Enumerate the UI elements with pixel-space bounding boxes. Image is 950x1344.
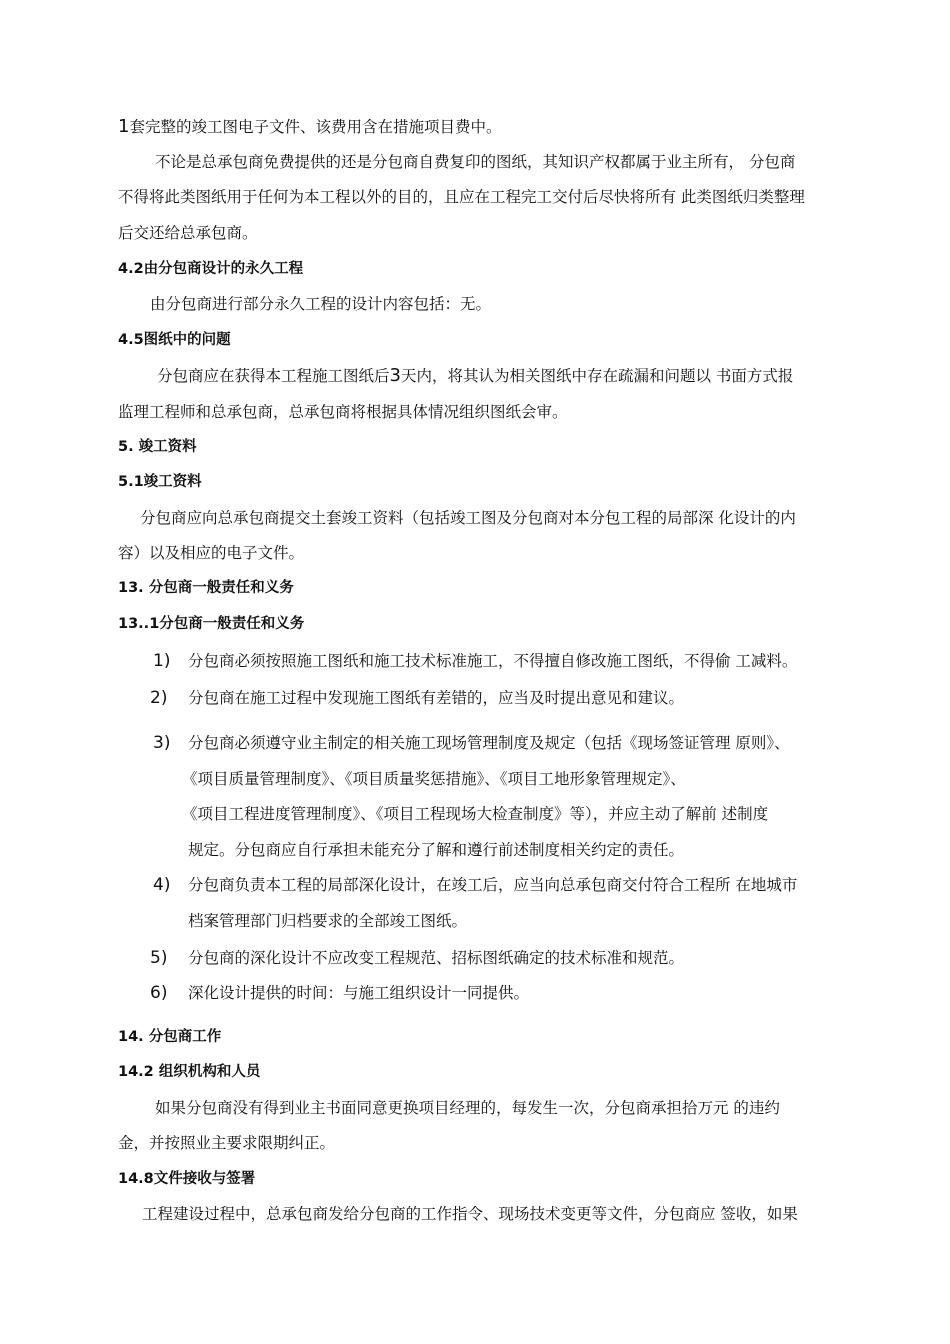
section-heading: 14.2 组织机构和人员 <box>118 1064 261 1080</box>
body-text-line: 金，并按照业主要求限期纠正。 <box>118 1134 336 1152</box>
section-heading: 4.5图纸中的问题 <box>118 332 231 348</box>
list-marker: 6) <box>150 983 168 1003</box>
list-item-text: 档案管理部门归档要求的全部竣工图纸。 <box>188 912 468 930</box>
list-marker: 5) <box>150 948 168 968</box>
list-item-text: 分包商在施工过程中发现施工图纸有差错的，应当及时提出意见和建议。 <box>188 689 685 707</box>
list-item-text: 《项目质量管理制度》、《项目质量奖惩措施》、《项目工地形象管理规定》、 <box>182 770 686 788</box>
body-text-line: 如果分包商没有得到业主书面同意更换项目经理的，每发生一次，分包商承担拾万元 的违约 <box>155 1099 780 1117</box>
list-item-text: 《项目工程进度管理制度》、《项目工程现场大检查制度》等），并应主动了解前 述制度 <box>182 805 769 823</box>
list-item-text: 分包商负责本工程的局部深化设计，在竣工后，应当向总承包商交付符合工程所 在地城市 <box>188 876 798 894</box>
body-text-line: 不得将此类图纸用于任何为本工程以外的目的，且应在工程完工交付后尽快将所有 此类图纸归类整理 <box>118 188 805 206</box>
body-text-line: 后交还给总承包商。 <box>118 224 258 242</box>
list-marker: 3) <box>153 733 171 753</box>
section-heading: 4.2由分包商设计的永久工程 <box>118 261 304 277</box>
body-text-line: 分包商应向总承包商提交土套竣工资料（包括竣工图及分包商对本分包工程的局部深 化设计的内 <box>140 509 796 527</box>
body-text-line <box>118 117 501 137</box>
list-item-text: 深化设计提供的时间：与施工组织设计一同提供。 <box>188 984 530 1002</box>
body-text-line: 容）以及相应的电子文件。 <box>118 544 305 562</box>
text-fragment: 分包商应在获得本工程施工图纸后 <box>157 367 390 385</box>
list-marker: 2) <box>150 688 168 708</box>
list-marker: 1) <box>153 651 171 671</box>
section-heading: 14.8文件接收与签署 <box>118 1171 256 1187</box>
leading-number: 1 <box>118 116 130 137</box>
body-text-line: 由分包商进行部分永久工程的设计内容包括：无。 <box>150 295 492 313</box>
list-marker: 4) <box>153 875 171 895</box>
text-fragment: 天内，将其认为相关图纸中存在疏漏和问题以 书面方式报 <box>400 367 794 385</box>
list-item-text: 分包商必须遵守业主制定的相关施工现场管理制度及规定（包括《现场签证管理 原则》、 <box>188 734 790 752</box>
list-item-text: 分包商的深化设计不应改变工程规范、招标图纸确定的技术标准和规范。 <box>188 949 685 967</box>
section-heading: 13. 分包商一般责任和义务 <box>118 580 294 596</box>
inline-number: 3 <box>389 365 401 386</box>
body-text-line: 监理工程师和总承包商，总承包商将根据具体情况组织图纸会审。 <box>118 403 568 421</box>
text-fragment: 套完整的竣工图电子文件、该费用含在措施项目费中。 <box>129 118 502 136</box>
list-item-text: 分包商必须按照施工图纸和施工技术标准施工，不得擅自修改施工图纸，不得偷 工减料。 <box>188 652 798 670</box>
list-item-text: 规定。分包商应自行承担未能充分了解和遵行前述制度相关约定的责任。 <box>188 841 685 859</box>
section-heading: 5.1竣工资料 <box>118 474 202 490</box>
section-heading: 5. 竣工资料 <box>118 439 197 455</box>
body-text-line: 工程建设过程中，总承包商发给分包商的工作指令、现场技术变更等文件，分包商应 签收，如果 <box>142 1205 798 1223</box>
section-heading: 13..1分包商一般责任和义务 <box>118 616 305 632</box>
body-text-line: 不论是总承包商免费提供的还是分包商自费复印的图纸，其知识产权都属于业主所有， 分包商 <box>155 153 796 171</box>
body-text-line <box>157 366 793 386</box>
section-heading: 14. 分包商工作 <box>118 1029 222 1045</box>
